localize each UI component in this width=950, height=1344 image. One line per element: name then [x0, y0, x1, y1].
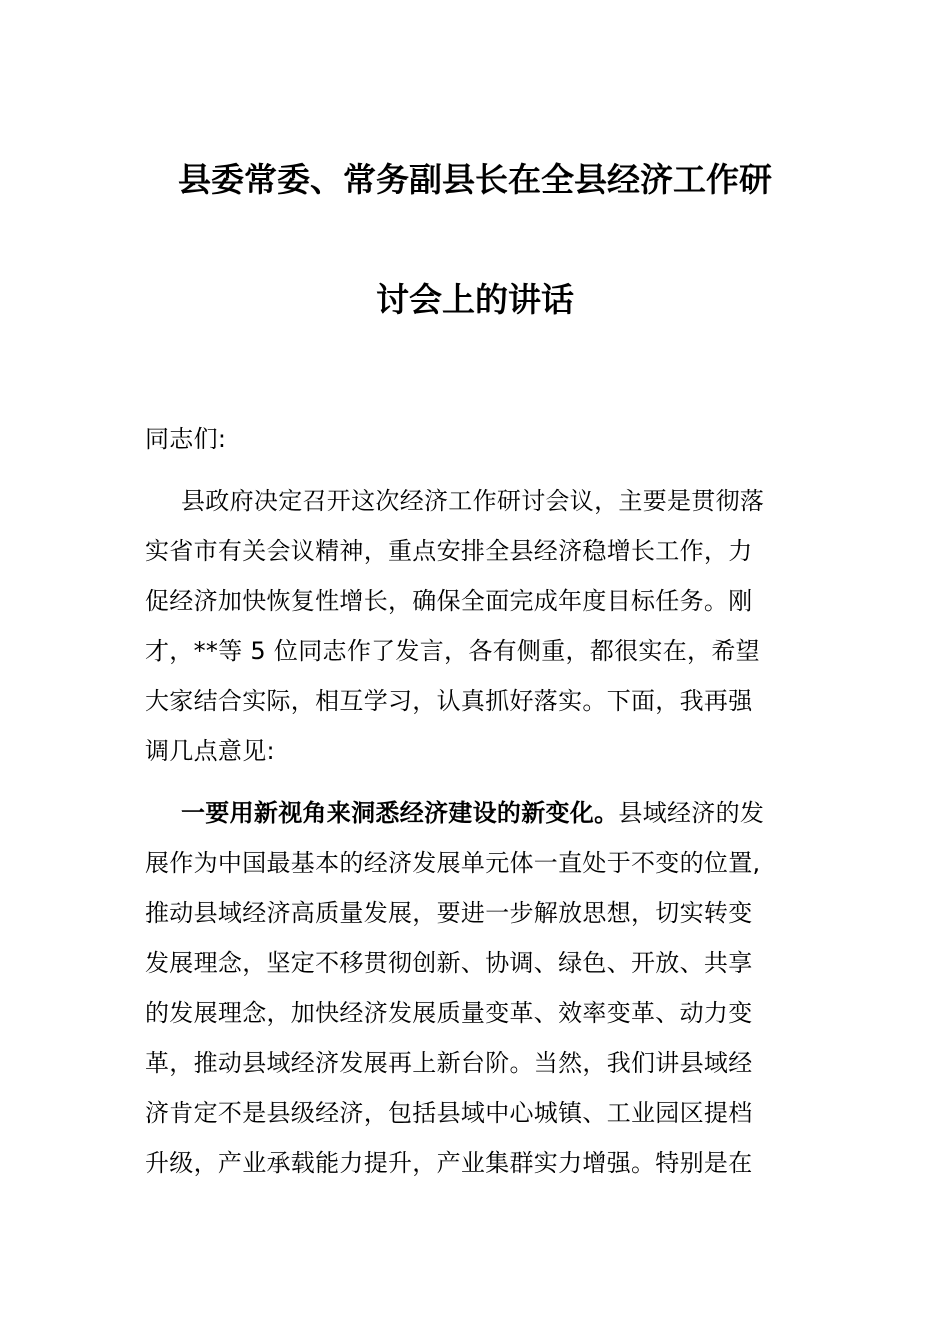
- paragraph-1-line-4: 才，**等 5 位同志作了发言，各有侧重，都很实在，希望: [145, 637, 760, 665]
- document-title-line-2: 讨会上的讲话: [376, 280, 574, 319]
- paragraph-1-line-3: 促经济加快恢复性增长，确保全面完成年度目标任务。刚: [145, 587, 753, 615]
- paragraph-1-line-5: 大家结合实际，相互学习，认真抓好落实。下面，我再强: [145, 687, 753, 715]
- paragraph-1-line-2: 实省市有关会议精神，重点安排全县经济稳增长工作，力: [145, 537, 753, 565]
- paragraph-1-line-6: 调几点意见:: [145, 737, 275, 765]
- paragraph-2-line-1: [181, 796, 805, 830]
- paragraph-2-line-3: 推动县域经济高质量发展，要进一步解放思想，切实转变: [145, 899, 753, 927]
- paragraph-2-line-1-text: 县域经济的发: [618, 799, 765, 827]
- document-title-line-1: 县委常委、常务副县长在全县经济工作研: [178, 160, 772, 199]
- paragraph-1-line-1: 县政府决定召开这次经济工作研讨会议，主要是贯彻落: [181, 487, 765, 515]
- paragraph-2-line-8: 升级，产业承载能力提升，产业集群实力增强。特别是在: [145, 1149, 753, 1177]
- paragraph-2-line-7: 济肯定不是县级经济，包括县域中心城镇、工业园区提档: [145, 1099, 753, 1127]
- paragraph-2-heading: 一要用新视角来洞悉经济建设的新变化。: [181, 799, 619, 827]
- salutation: 同志们:: [145, 425, 227, 453]
- paragraph-2-line-6: 革，推动县域经济发展再上新台阶。当然，我们讲县域经: [145, 1049, 753, 1077]
- paragraph-2-line-4: 发展理念，坚定不移贯彻创新、协调、绿色、开放、共享: [145, 949, 753, 977]
- paragraph-2-line-5: 的发展理念，加快经济发展质量变革、效率变革、动力变: [145, 999, 753, 1027]
- paragraph-2-line-2: 展作为中国最基本的经济发展单元体一直处于不变的位置,: [145, 849, 761, 877]
